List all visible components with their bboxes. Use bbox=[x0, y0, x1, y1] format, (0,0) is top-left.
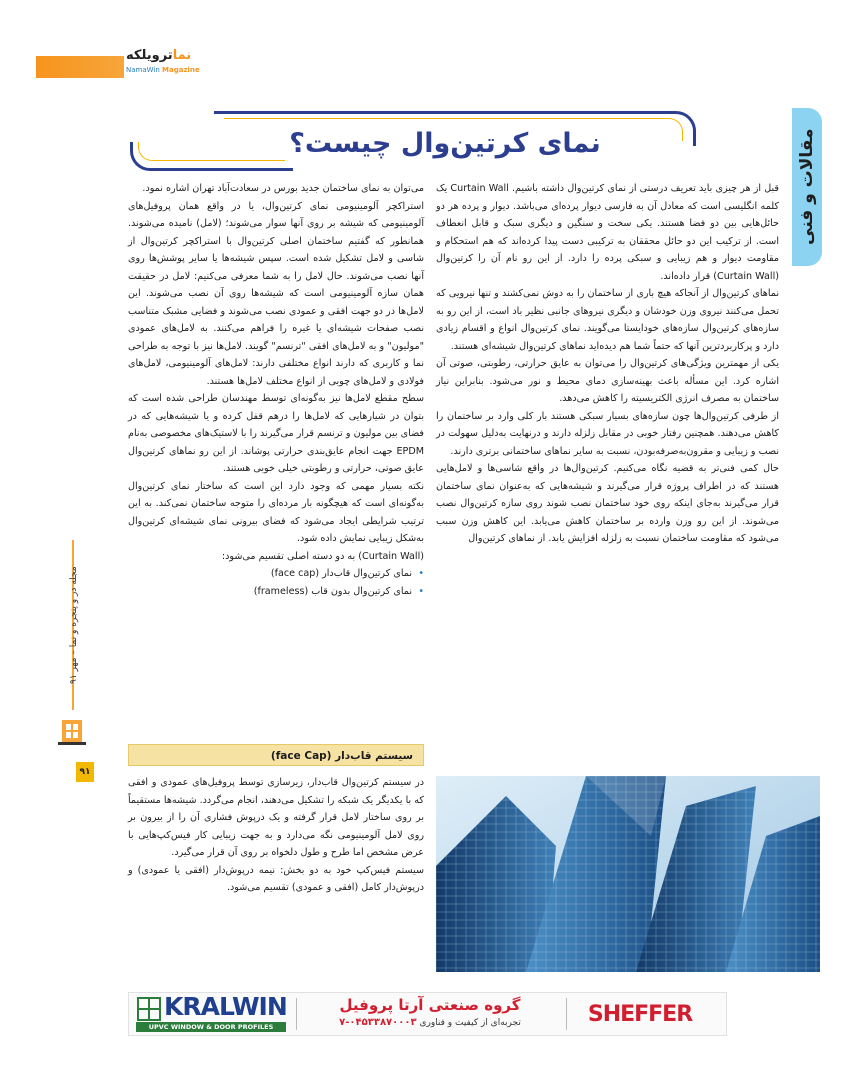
curtain-wall-photo bbox=[436, 776, 820, 972]
logo-fa-main: ترویلکه bbox=[126, 48, 173, 63]
left-column bbox=[128, 180, 424, 600]
title-frame-bottom-inner bbox=[138, 142, 285, 161]
paragraph: سطح مقطع لامل‌ها نیز به‌گونه‌ای توسط مهندسان طراحی شده است که بتوان در شیارهایی که لامل‌ها را درهم قفل کرده و یا شیشه‌هایی که در فضای بین مولیون و ترنسم قرار می‌گیرند را با لاستیک‌های مخصوصی به‌نام EPDM جهت انجام عایق‌بندی حرارتی پوشاند. از این رو نماهای کرتین‌وال عایق صوتی، حرارتی و رطوبتی خیلی خوبی هستند. bbox=[128, 393, 424, 474]
logo-fa bbox=[126, 48, 232, 64]
tagline-text: تجربه‌ای از کیفیت و فناوری bbox=[419, 1018, 521, 1028]
sheffer-logo: SHEFFER bbox=[587, 1001, 693, 1027]
paragraph: در سیستم کرتین‌وال قاب‌دار، زیرسازی توسط پروفیل‌های عمودی و افقی که با یکدیگر یک شبکه را تشکیل می‌دهند، انجام می‌گردد. شیشه‌ها مستقیماً بر روی ساختار لامل قرار گرفته و یک درپوش فشاری آن را از بیرون بر روی لامل آلومینیومی نگه می‌دارد و به جهت زیبایی کار فیس‌کپ‌هایی با عرض مشخص اما طرح و طول دلخواه بر روی آن قرار می‌گیرد. bbox=[128, 777, 424, 858]
logo-en-b: Magazine bbox=[162, 66, 200, 74]
phone-number: ۰۴۵۳۳۸۷۰۰۰۳-۷ bbox=[339, 1017, 417, 1028]
paragraph: از طرفی کرتین‌وال‌ها چون سازه‌های بسیار سبکی هستند بار کلی وارد بر ساختمان را کاهش می‌دهند. همچنین رفتار خوبی در مقابل زلزله دارند و درنهایت به‌دلیل سهولت در نصب و زیبایی و مقرون‌به‌صرفه‌بودن، نسبت به سایر نماهای ساختمانی برتری دارند. bbox=[436, 410, 779, 457]
window-icon bbox=[136, 996, 162, 1022]
article-title: نمای کرتین‌وال چیست؟ bbox=[289, 128, 601, 159]
list-item: • نمای کرتین‌وال قاب‌دار (face cap) bbox=[128, 565, 424, 583]
journal-caption: مجله در و پنجره و نما – مهر ۹۱ bbox=[69, 566, 79, 684]
paragraph: استراکچر آلومینیومی نمای کرتین‌وال، یا در واقع همان پروفیل‌های آلومینیومی که شیشه بر روی آنها سوار می‌شوند؛ (لامل) نامیده می‌شوند. همانطور که گفتیم ساختمان اصلی کرتین‌وال با استراکچر کرتین‌وال از شاسی و لامل تشکیل شده است. سپس شیشه‌ها یا سایر پوشش‌ها روی آنها نصب می‌شوند. حال لامل را به شما معرفی می‌کنیم: لامل در حقیقت همان سازه آلومینیومی است که شیشه‌ها روی آن نصب می‌شوند. این لامل‌ها در دو جهت افقی و عمودی نصب می‌شوند و فضایی مشبک متناسب نصب صفحات شیشه‌ای یا غیره را فراهم می‌کنند. به لامل‌های عمودی "مولیون" و به لامل‌های افقی "ترنسم" گویند. لامل‌ها نیز با توجه به طراحی نما و کاربری که دارند انواع مختلفی دارند: لامل‌های آلومینیومی، لامل‌های فولادی و لامل‌های چوبی از انواع مختلف لامل‌ها هستند. bbox=[128, 200, 424, 387]
paragraph: حال کمی فنی‌تر به قضیه نگاه می‌کنیم. کرتین‌وال‌ها در واقع شاسی‌ها و لامل‌هایی هستند که در اطراف پروژه قرار می‌گیرند و شیشه‌هایی که به‌عنوان نمای ساختمان قرار می‌گیرند به‌جای اینکه روی خود ساختمان نصب شوند روی سازه کرتین‌وال نصب می‌شوند. از این رو وزن وارده بر ساختمان کاهش می‌یابد. این کاهش وزن سبب می‌شود که مقاومت ساختمان نسبت به زلزله افزایش یابد. از نماهای کرتین‌وال bbox=[436, 463, 779, 544]
page-number: ۹۱ bbox=[76, 762, 94, 782]
skyscraper-illustration bbox=[436, 776, 820, 972]
section-heading: سیستم قاب‌دار (face Cap) bbox=[128, 744, 424, 766]
logo-en-a: NamaWin bbox=[126, 66, 160, 74]
paragraph: یکی از مهمترین ویژگی‌های کرتین‌وال را می‌توان به عایق حرارتی، رطوبتی، صوتی آن اشاره کرد. این مسأله باعث بهینه‌سازی دمای محیط و نور می‌شود. بنابراین نیاز ساختمان به مصرف انرژی الکتریسیته را کاهش می‌دهد. bbox=[436, 358, 779, 404]
kralwin-subtitle: UPVC WINDOW & DOOR PROFILES bbox=[136, 1022, 286, 1032]
company-tagline bbox=[300, 1016, 560, 1030]
arta-profile-block bbox=[300, 994, 560, 1034]
magazine-logo[interactable] bbox=[126, 48, 232, 88]
paragraph: قبل از هر چیزی باید تعریف درستی از نمای کرتین‌وال داشته باشیم. Curtain Wall یک کلمه انگلیسی است که معادل آن به فارسی دیوار پرده‌ای می‌باشد. دیوار و پرده هر دو حائل‌هایی بین دو فضا هستند. یکی سخت و سنگین و دیگری سبک و قابل انعطاف است. از ترکیب این دو حائل محققان به ترکیبی دست پیدا کرده‌اند که هم استحکام و مقاومت دیوار و هم زیبایی و سبکی پرده را دارد. از این رو نام آن را کرتین‌وال (Curtain Wall) قرار داده‌اند. bbox=[436, 183, 779, 282]
company-title: گروه صنعتی آرتا پروفیل bbox=[339, 996, 521, 1014]
paragraph: (Curtain Wall) به دو دسته اصلی تقسیم می‌شود: bbox=[221, 550, 424, 562]
ad-divider bbox=[566, 998, 567, 1030]
header-accent-bar bbox=[36, 56, 124, 78]
list-item: • نمای کرتین‌وال بدون قاب (frameless) bbox=[128, 583, 424, 601]
section-body bbox=[128, 774, 424, 897]
paragraph: سیستم فیس‌کپ خود به دو بخش: نیمه درپوش‌دار (افقی یا عمودی) و درپوش‌دار کامل (افقی و عمودی) تقسیم می‌شود. bbox=[128, 864, 424, 893]
right-column bbox=[436, 180, 779, 548]
type-list bbox=[128, 565, 424, 600]
paragraph: نکته بسیار مهمی که وجود دارد این است که ساختار نمای کرتین‌وال به‌گونه‌ای است که هیچگونه بار مرده‌ای را متوجه ساختمان نمی‌کند. به این ترتیب شرایطی ایجاد می‌شود که فضای بیرونی نمای شیشه‌ای کرتین‌وال به‌شکل زیبایی نمایش داده شود. bbox=[128, 480, 424, 544]
logo-fa-accent: نما bbox=[172, 48, 192, 63]
ad-divider bbox=[296, 998, 297, 1030]
side-logo-icon bbox=[52, 712, 92, 752]
paragraph: نماهای کرتین‌وال از آنجاکه هیچ باری از ساختمان را به دوش نمی‌کشند و تنها نیرویی که تحمل می‌کنند نیروی وزن خودشان و دیگری نیروهای جانبی نظیر باد است، از این رو به سازه‌های کرتین‌وال سازه‌های خودایستا می‌گویند. نمای کرتین‌وال انواع و اقسام زیادی دارد و پرکاربردترین آنها که حتماً شما هم دیده‌اید نماهای کرتین‌وال شیشه‌ای هستند. bbox=[436, 288, 779, 352]
kralwin-logo bbox=[136, 992, 287, 1032]
kralwin-name: KRALWIN bbox=[164, 992, 287, 1021]
paragraph: می‌توان به نمای ساختمان جدید بورس در سعادت‌آباد تهران اشاره نمود. bbox=[142, 183, 424, 194]
logo-en bbox=[126, 66, 232, 74]
category-label: مقالات و فنی bbox=[797, 128, 817, 246]
